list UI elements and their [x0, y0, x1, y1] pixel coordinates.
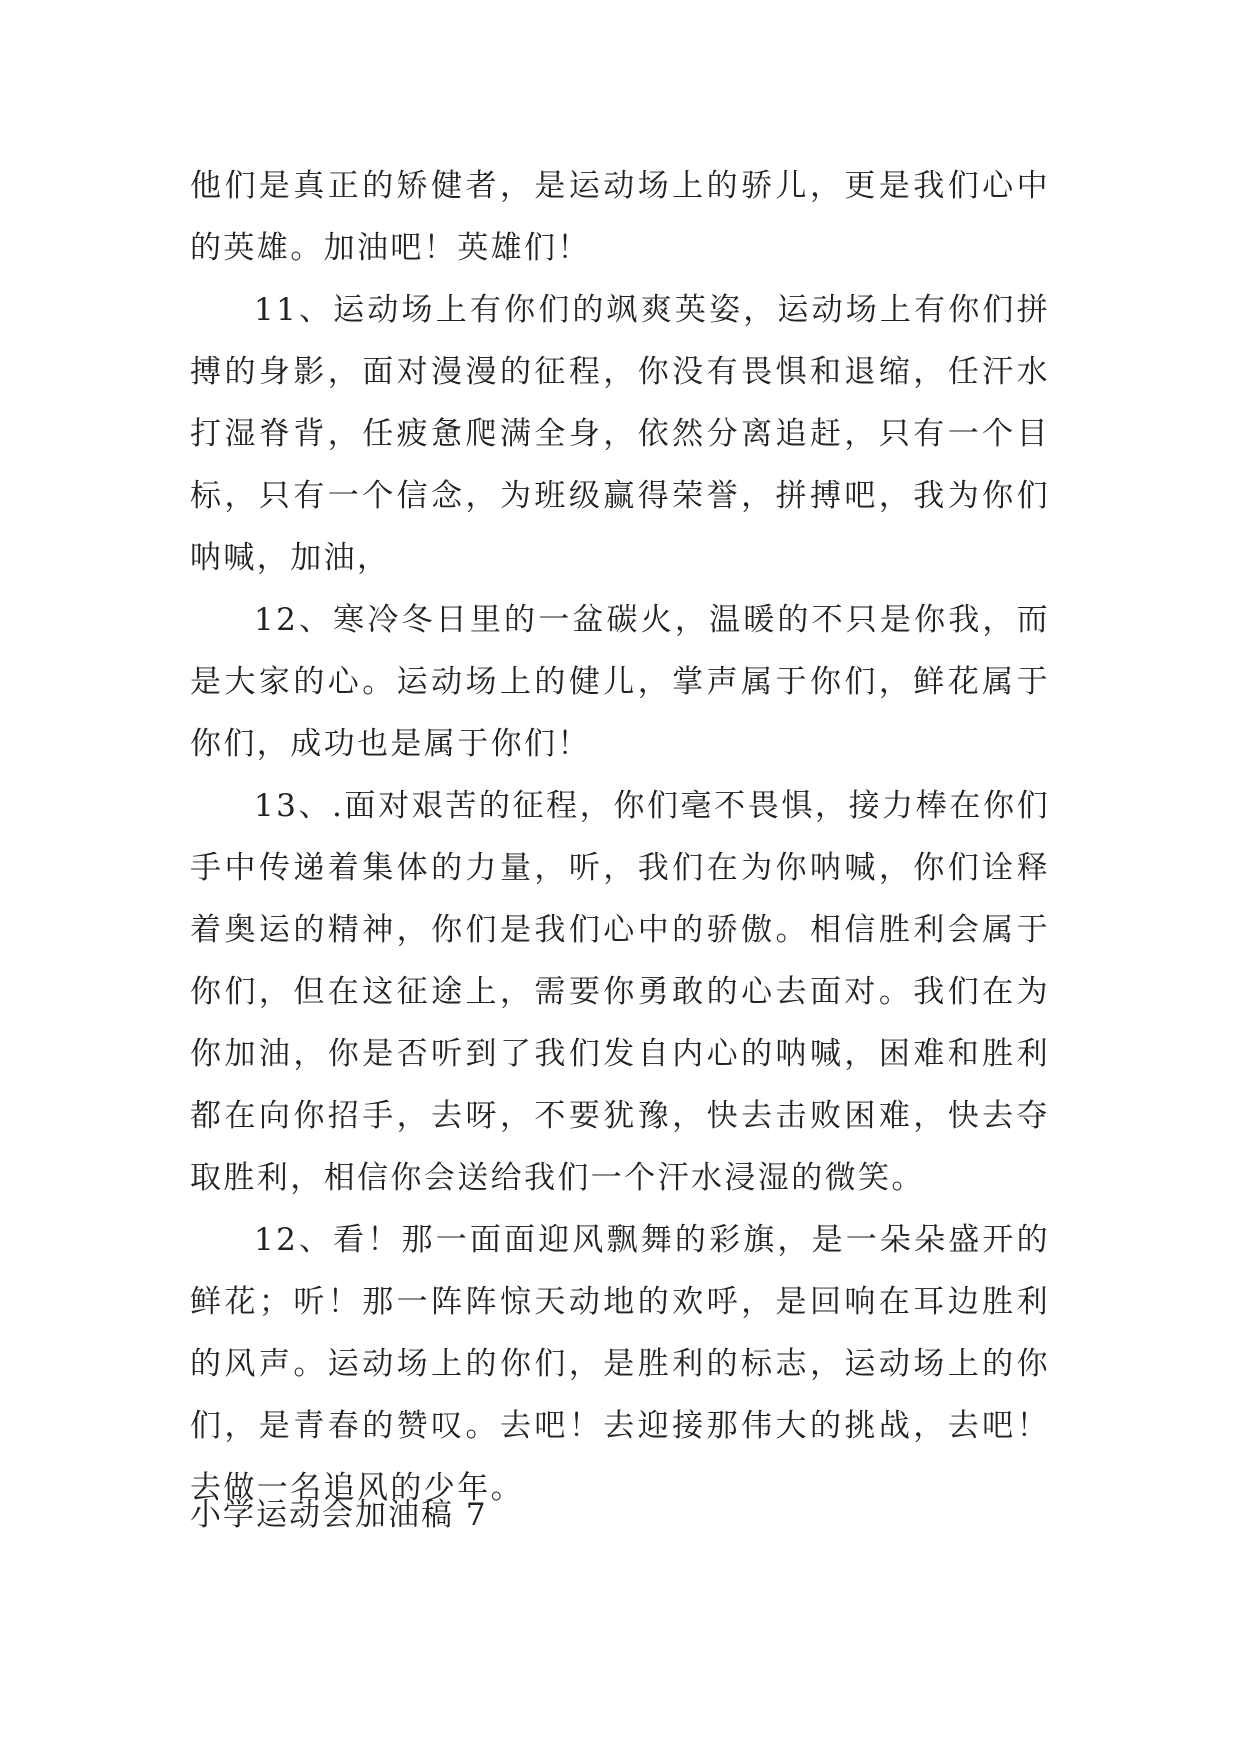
paragraph: 他们是真正的矫健者，是运动场上的骄儿，更是我们心中的英雄。加油吧！英雄们！: [190, 168, 1050, 266]
paragraph: 12、寒冷冬日里的一盆碳火，温暖的不只是你我，而是大家的心。运动场上的健儿，掌声属于你们，鲜花属于你们，成功也是属于你们！: [190, 602, 1050, 762]
document-body: [190, 155, 1050, 1519]
section-title: 小学运动会加油稿 7: [190, 1497, 488, 1533]
paragraph: 12、看！那一面面迎风飘舞的彩旗，是一朵朵盛开的鲜花；听！那一阵阵惊天动地的欢呼，是回响在耳边胜利的风声。运动场上的你们，是胜利的标志，运动场上的你们，是青春的赞叹。去吧！去迎接那伟大的挑战，去吧！去做一名追风的少年。: [190, 1222, 1050, 1506]
paragraph: 11、运动场上有你们的飒爽英姿，运动场上有你们拼搏的身影，面对漫漫的征程，你没有畏惧和退缩，任汗水打湿脊背，任疲惫爬满全身，依然分离追赶，只有一个目标，只有一个信念，为班级赢得荣誉，拼搏吧，我为你们呐喊，加油，: [190, 292, 1050, 576]
paragraph: 13、.面对艰苦的征程，你们毫不畏惧，接力棒在你们手中传递着集体的力量，听，我们在为你呐喊，你们诠释着奥运的精神，你们是我们心中的骄傲。相信胜利会属于你们，但在这征途上，需要你勇敢的心去面对。我们在为你加油，你是否听到了我们发自内心的呐喊，困难和胜利都在向你招手，去呀，不要犹豫，快去击败困难，快去夺取胜利，相信你会送给我们一个汗水浸湿的微笑。: [190, 788, 1050, 1196]
